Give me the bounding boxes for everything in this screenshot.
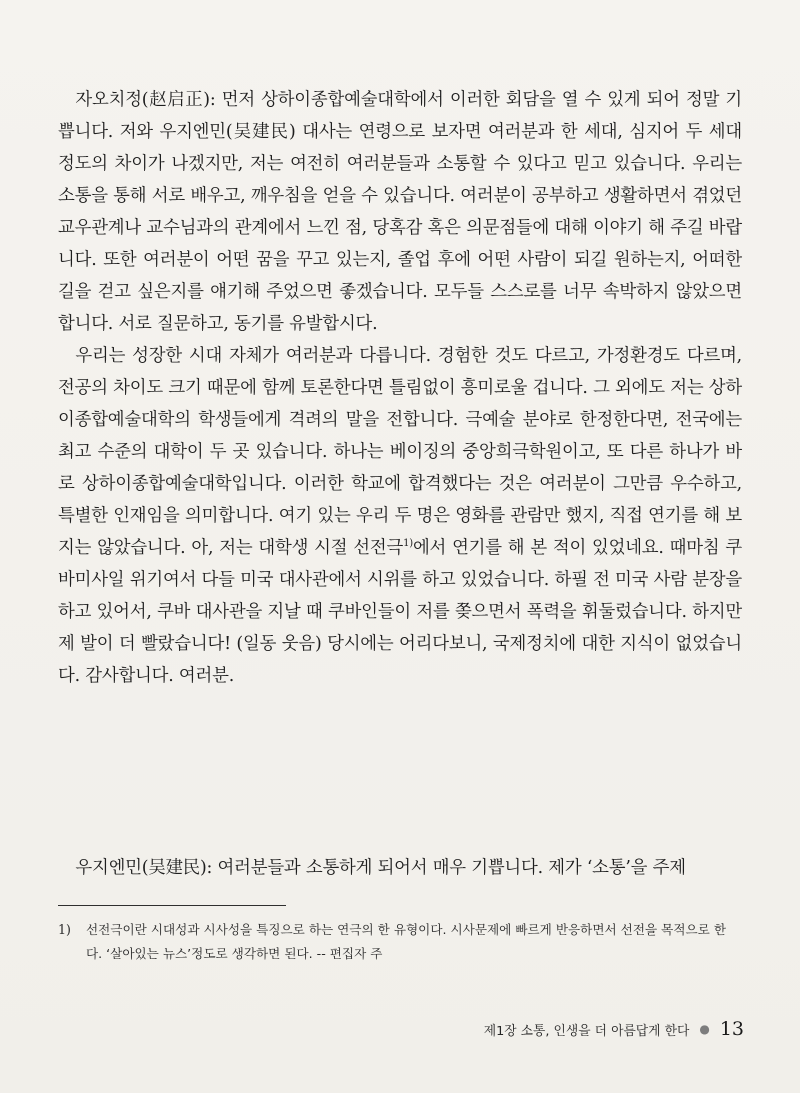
chapter-title: 제1장 소통, 인생을 더 아름답게 한다 (483, 1023, 690, 1039)
page-number: 13 (719, 1018, 744, 1040)
footnote-marker: 1) (58, 922, 71, 937)
footnote (58, 918, 740, 966)
page-footer (484, 1018, 744, 1040)
footer-bullet-icon: ● (699, 1022, 710, 1036)
speaker-wu-name: 우지엔민(吴建民) (75, 858, 207, 878)
footnote-divider (58, 905, 286, 906)
speaker-wu-text: 여러분들과 소통하게 되어서 매우 기쁩니다. 제가 ‘소통’을 주제 (217, 858, 686, 878)
speaker-zhao-text: 먼저 상하이종합예술대학에서 이러한 회담을 열 수 있게 되어 정말 기쁩니다. 저와 우지엔민(吴建民) 대사는 연령으로 보자면 여러분과 한 세대, 심지어 두 세대 정도의 차이가 나겠지만, 저는 여전히 여러분들과 소통할 수 있다고 믿고 있습니다. 우리는 소통을 통해 서로 배우고, 깨우침을 얻을 수 있습니다. 여러분이 공부하고 생활하면서 겪었던 교우관계나 교수님과의 관계에서 느낀 점, 당혹감 혹은 의문점들에 대해 이야기 해 주길 바랍니다. 또한 여러분이 어떤 꿈을 꾸고 있는지, 졸업 후에 어떤 사람이 되길 원하는지, 어떠한 길을 걷고 싶은지를 얘기해 주었으면 좋겠습니다. 모두들 스스로를 너무 속박하지 않았으면 합니다. 서로 질문하고, 동기를 유발합시다. (58, 90, 743, 334)
speaker-zhao-name: 자오치정(赵启正) (75, 90, 210, 110)
paragraph-zhao-continuation (58, 340, 742, 692)
paragraph-zhao-continuation-text-before-note: 우리는 성장한 시대 자체가 여러분과 다릅니다. 경험한 것도 다르고, 가정환경도 다르며, 전공의 차이도 크기 때문에 함께 토론한다면 틀림없이 흥미로울 겁니다. 그 외에도 저는 상하이종합예술대학의 학생들에게 격려의 말을 전합니다. 극예술 분야로 한정한다면, 전국에는 최고 수준의 대학이 두 곳 있습니다. 하나는 베이징의 중앙희극학원이고, 또 다른 하나가 바로 상하이종합예술대학입니다. 이러한 학교에 합격했다는 것은 여러분이 그만큼 우수하고, 특별한 인재임을 의미합니다. 여기 있는 우리 두 명은 영화를 관람만 했지, 직접 연기를 해 보지는 않았습니다. 아, 저는 대학생 시절 선전극 (58, 346, 742, 558)
footnote-reference-marker: 1) (403, 538, 413, 550)
footnote-text: 선전극이란 시대성과 시사성을 특징으로 하는 연극의 한 유형이다. 시사문제에 빠르게 반응하면서 선전을 목적으로 한다. ‘살아있는 뉴스’정도로 생각하면 된다. -- 편집자 주 (86, 922, 726, 961)
paragraph-zhao-continuation-text-after-note: 에서 연기를 해 본 적이 있었네요. 때마침 쿠바미사일 위기여서 다들 미국 대사관에서 시위를 하고 있었습니다. 하필 전 미국 사람 분장을 하고 있어서, 쿠바 대사관을 지날 때 쿠바인들이 저를 쫒으면서 폭력을 휘둘렀습니다. 하지만 제 발이 더 빨랐습니다! (일동 웃음) 당시에는 어리다보니, 국제정치에 대한 지식이 없었습니다. 감사합니다. 여러분. (58, 538, 742, 686)
main-text-upper (58, 84, 742, 692)
paragraph-zhao-opening: 자오치정(赵启正): 먼저 상하이종합예술대학에서 이러한 회담을 열 수 있게 되어 정말 기쁩니다. 저와 우지엔민(吴建民) 대사는 연령으로 보자면 여러분과 한 세대, 심지어 두 세대 정도의 차이가 나겠지만, 저는 여전히 여러분들과 소통할 수 있다고 믿고 있습니다. 우리는 소통을 통해 서로 배우고, 깨우침을 얻을 수 있습니다. 여러분이 공부하고 생활하면서 겪었던 교우관계나 교수님과의 관계에서 느낀 점, 당혹감 혹은 의문점들에 대해 이야기 해 주길 바랍니다. 또한 여러분이 어떤 꿈을 꾸고 있는지, 졸업 후에 어떤 사람이 되길 원하는지, 어떠한 길을 걷고 싶은지를 얘기해 주었으면 좋겠습니다. 모두들 스스로를 너무 속박하지 않았으면 합니다. 서로 질문하고, 동기를 유발합시다. (58, 90, 743, 334)
paragraph-wu-opening: 우지엔민(吴建民): 여러분들과 소통하게 되어서 매우 기쁩니다. 제가 ‘소통’을 주제 (75, 858, 686, 878)
main-text-lower (58, 852, 742, 884)
